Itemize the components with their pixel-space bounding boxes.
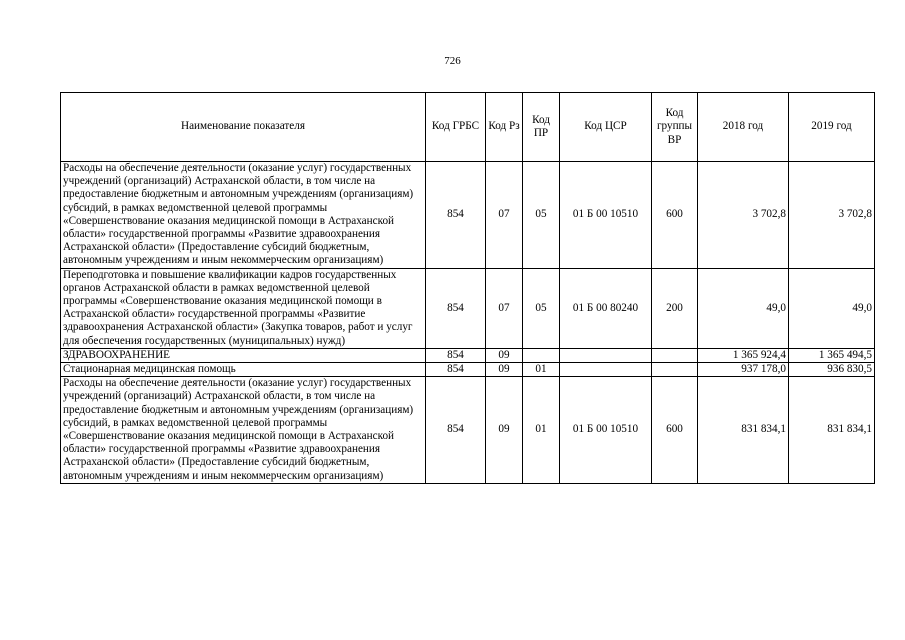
row-2019: 1 365 494,5 [789, 348, 875, 362]
row-pr: 05 [523, 162, 560, 269]
row-grbs: 854 [426, 377, 486, 484]
row-rz: 09 [486, 377, 523, 484]
row-csr [560, 348, 652, 362]
row-rz: 07 [486, 268, 523, 348]
page-number: 726 [444, 55, 461, 67]
row-vr [652, 348, 698, 362]
row-name: Переподготовка и повышение квалификации кадров государственных органов Астраханской области в рамках ведомственной целевой программы «Совершенствование оказания медицинской помощи в Астраханской области» государственной программы «Развитие здравоохранения Астраханской области» (Закупка товаров, работ и услуг для обеспечения государственных (муниципальных) нужд) [61, 268, 426, 348]
row-2018: 831 834,1 [698, 377, 789, 484]
row-name: ЗДРАВООХРАНЕНИЕ [61, 348, 426, 362]
row-vr: 200 [652, 268, 698, 348]
row-csr: 01 Б 00 10510 [560, 162, 652, 269]
row-2018: 1 365 924,4 [698, 348, 789, 362]
table-row [61, 162, 875, 269]
table-row [61, 377, 875, 484]
row-vr: 600 [652, 162, 698, 269]
row-2019: 49,0 [789, 268, 875, 348]
row-pr: 01 [523, 377, 560, 484]
header-rz: Код Рз [486, 93, 523, 162]
table-row [61, 268, 875, 348]
row-2019: 831 834,1 [789, 377, 875, 484]
row-vr: 600 [652, 377, 698, 484]
header-name: Наименование показателя [61, 93, 426, 162]
row-csr: 01 Б 00 10510 [560, 377, 652, 484]
row-2018: 49,0 [698, 268, 789, 348]
row-name: Расходы на обеспечение деятельности (оказание услуг) государственных учреждений (организаций) Астраханской области, в том числе на предоставление бюджетным и автономным учреждениям (организациям) субсидий, в рамках ведомственной целевой программы «Совершенствование оказания медицинской помощи в Астраханской области» государственной программы «Развитие здравоохранения Астраханской области» (Предоставление субсидий бюджетным, автономным учреждениям и иным некоммерческим организациям) [61, 162, 426, 269]
row-rz: 07 [486, 162, 523, 269]
row-csr [560, 363, 652, 377]
header-pr: Код ПР [523, 93, 560, 162]
row-rz: 09 [486, 363, 523, 377]
header-vr: Код группы ВР [652, 93, 698, 162]
row-name: Стационарная медицинская помощь [61, 363, 426, 377]
table-row [61, 363, 875, 377]
row-name: Расходы на обеспечение деятельности (оказание услуг) государственных учреждений (организаций) Астраханской области, в том числе на предоставление бюджетным и автономным учреждениям (организациям) субсидий, в рамках ведомственной целевой программы «Совершенствование оказания медицинской помощи в Астраханской области» государственной программы «Развитие здравоохранения Астраханской области» (Предоставление субсидий бюджетным, автономным учреждениям и иным некоммерческим организациям) [61, 377, 426, 484]
row-pr [523, 348, 560, 362]
row-grbs: 854 [426, 363, 486, 377]
header-csr: Код ЦСР [560, 93, 652, 162]
row-csr: 01 Б 00 80240 [560, 268, 652, 348]
row-grbs: 854 [426, 162, 486, 269]
row-pr: 01 [523, 363, 560, 377]
header-grbs: Код ГРБС [426, 93, 486, 162]
table-row [61, 348, 875, 362]
header-2018: 2018 год [698, 93, 789, 162]
header-row [61, 93, 875, 162]
header-2019: 2019 год [789, 93, 875, 162]
row-vr [652, 363, 698, 377]
row-2019: 3 702,8 [789, 162, 875, 269]
row-grbs: 854 [426, 268, 486, 348]
row-2018: 937 178,0 [698, 363, 789, 377]
row-pr: 05 [523, 268, 560, 348]
row-grbs: 854 [426, 348, 486, 362]
row-rz: 09 [486, 348, 523, 362]
row-2019: 936 830,5 [789, 363, 875, 377]
budget-table [60, 92, 875, 484]
row-2018: 3 702,8 [698, 162, 789, 269]
